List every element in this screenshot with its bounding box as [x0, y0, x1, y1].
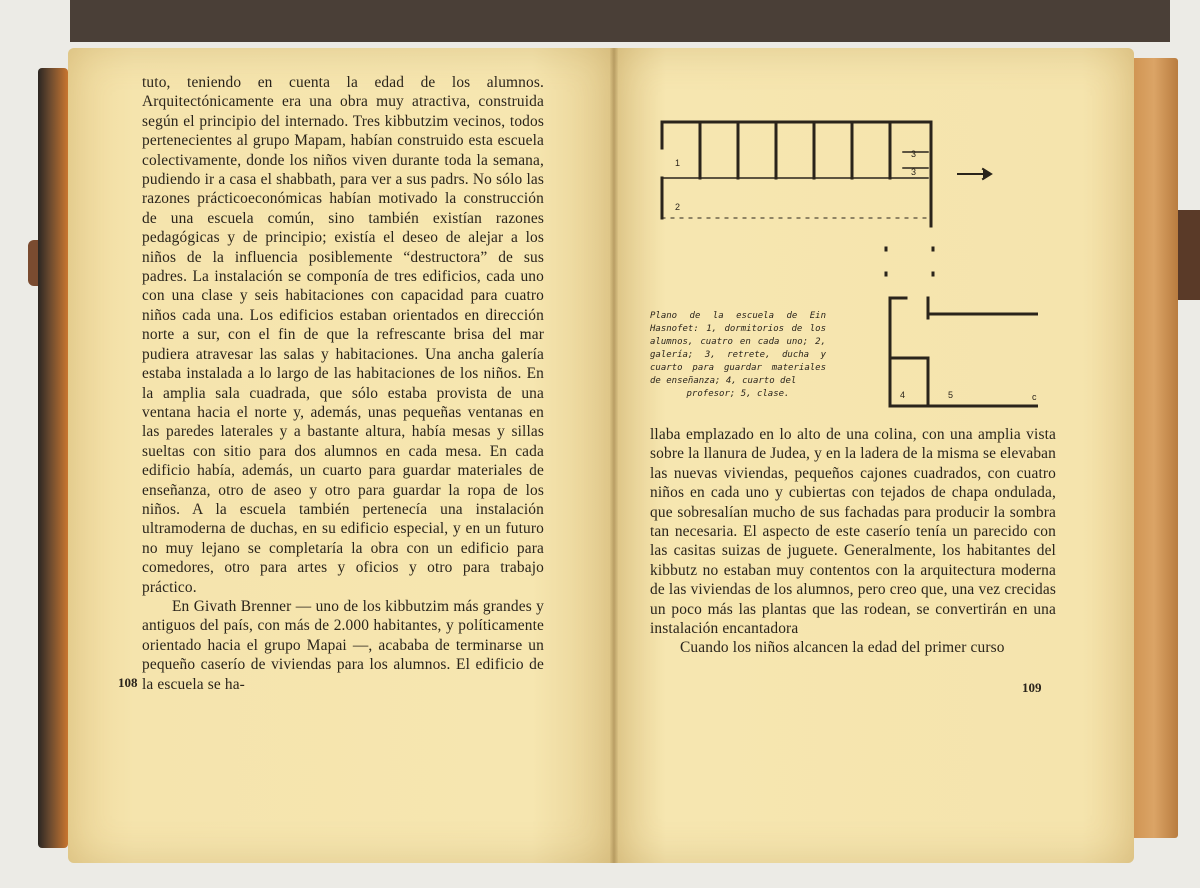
left-paragraph-2: En Givath Brenner — uno de los kibbutzim más grandes y antiguos del país, con más de 2.000 habitantes, y políticamente orientado hacia el grupo Mapai —, acababa de terminarse un pequeño caserío de viviendas para los alumnos. El edificio de la escuela se ha- [142, 597, 544, 693]
figure-caption-end: profesor; 5, clase. [686, 389, 790, 399]
book-gutter [610, 48, 618, 863]
right-paragraph-1: llaba emplazado en lo alto de una colina, con una amplia vista sobre la llanura de Judea, y en la ladera de la misma se elevaban las nuevas viviendas, pequeños cajones cuadrados, con cuatro niños en cada uno y cubiertas con tejados de chapa ondulada, que sobresalían mucho de sus fachadas para producir la sombra tan necesaria. El aspecto de este caserío tenía un parecido con las casitas suizas de juguete. Generalmente, los habitantes del kibbutz no estaban muy contentos con la arquitectura moderna de las viviendas de los alumnos, pero creo que, una vez crecidas un poco más las plantas que las rodean, se convertirán en una instalación encantadora [650, 426, 1056, 638]
plan-label-1: 1 [675, 158, 681, 168]
plan-label-4: 4 [900, 390, 906, 400]
plan-label-3a: 3 [911, 149, 917, 159]
plan-label-5: 5 [948, 390, 954, 400]
right-page-text [650, 425, 1056, 658]
left-paragraph-1: tuto, teniendo en cuenta la edad de los alumnos. Arquitectónicamente era una obra muy atractiva, construida según el principio del internado. Tres kibbutzim vecinos, todos pertenecientes al grupo Mapam, habían construido esta escuela colectivamente, donde los niños viven durante toda la semana, pudiendo ir a casa el shabbath, para ver a sus padrs. No sólo las razones prácticoeconómicas habían motivado la construcción de una escuela común, sino también existían razones pedagógicas y de principio; existía el deseo de alejar a los niños de la influencia posiblemente “destructora” de sus padres. La instalación se componía de tres edificios, cada uno con una clase y seis habitaciones con capacidad para cuatro niños cada una. Los edificios estaban orientados en dirección norte a sur, con el fin de que la refrescante brisa del mar pudiera atravesar las salas y habitaciones. Una ancha galería estaba instalada a lo largo de las habitaciones de los niños. En la amplia sala cuadrada, que sólo estaba provista de una ventana hacia el norte y, además, unas pequeñas ventanas en las paredes laterales y a bastante altura, había mesas y sillas sueltas con sitio para dos alumnos en cada mesa. En cada edificio había, además, un cuarto para guardar materiales de enseñanza, otro de aseo y otro para guardar la ropa de los niños. A la escuela también pertenecía una instalación ultramoderna de duchas, en su edificio especial, y en un futuro no muy lejano se completaría la obra con un edificio para comedores, otro para artes y oficios y otro para trabajo práctico. [142, 74, 544, 596]
page-number-right: 109 [1022, 680, 1042, 695]
figure-caption-text: Plano de la escuela de Ein Hasnofet: 1, dormitorios de los alumnos, cuatro en cada uno; 2, galería; 3, retrete, ducha y cuarto para guardar materiales de enseñanza; 4, cuarto del [650, 311, 826, 386]
plan-label-3b: 3 [911, 167, 917, 177]
dormitory-partitions [700, 122, 928, 178]
classroom-block-outline [890, 298, 1038, 406]
left-page-text [142, 73, 544, 694]
arrow-icon [958, 169, 991, 179]
plan-label-2: 2 [675, 202, 681, 212]
plan-label-c: c [1032, 392, 1037, 402]
right-paragraph-2: Cuando los niños alcancen la edad del primer curso [680, 639, 1005, 657]
connection-dots [886, 248, 933, 275]
page-number-left: 108 [118, 675, 138, 690]
figure-caption [650, 310, 826, 401]
book-cover-left-edge [38, 68, 68, 848]
